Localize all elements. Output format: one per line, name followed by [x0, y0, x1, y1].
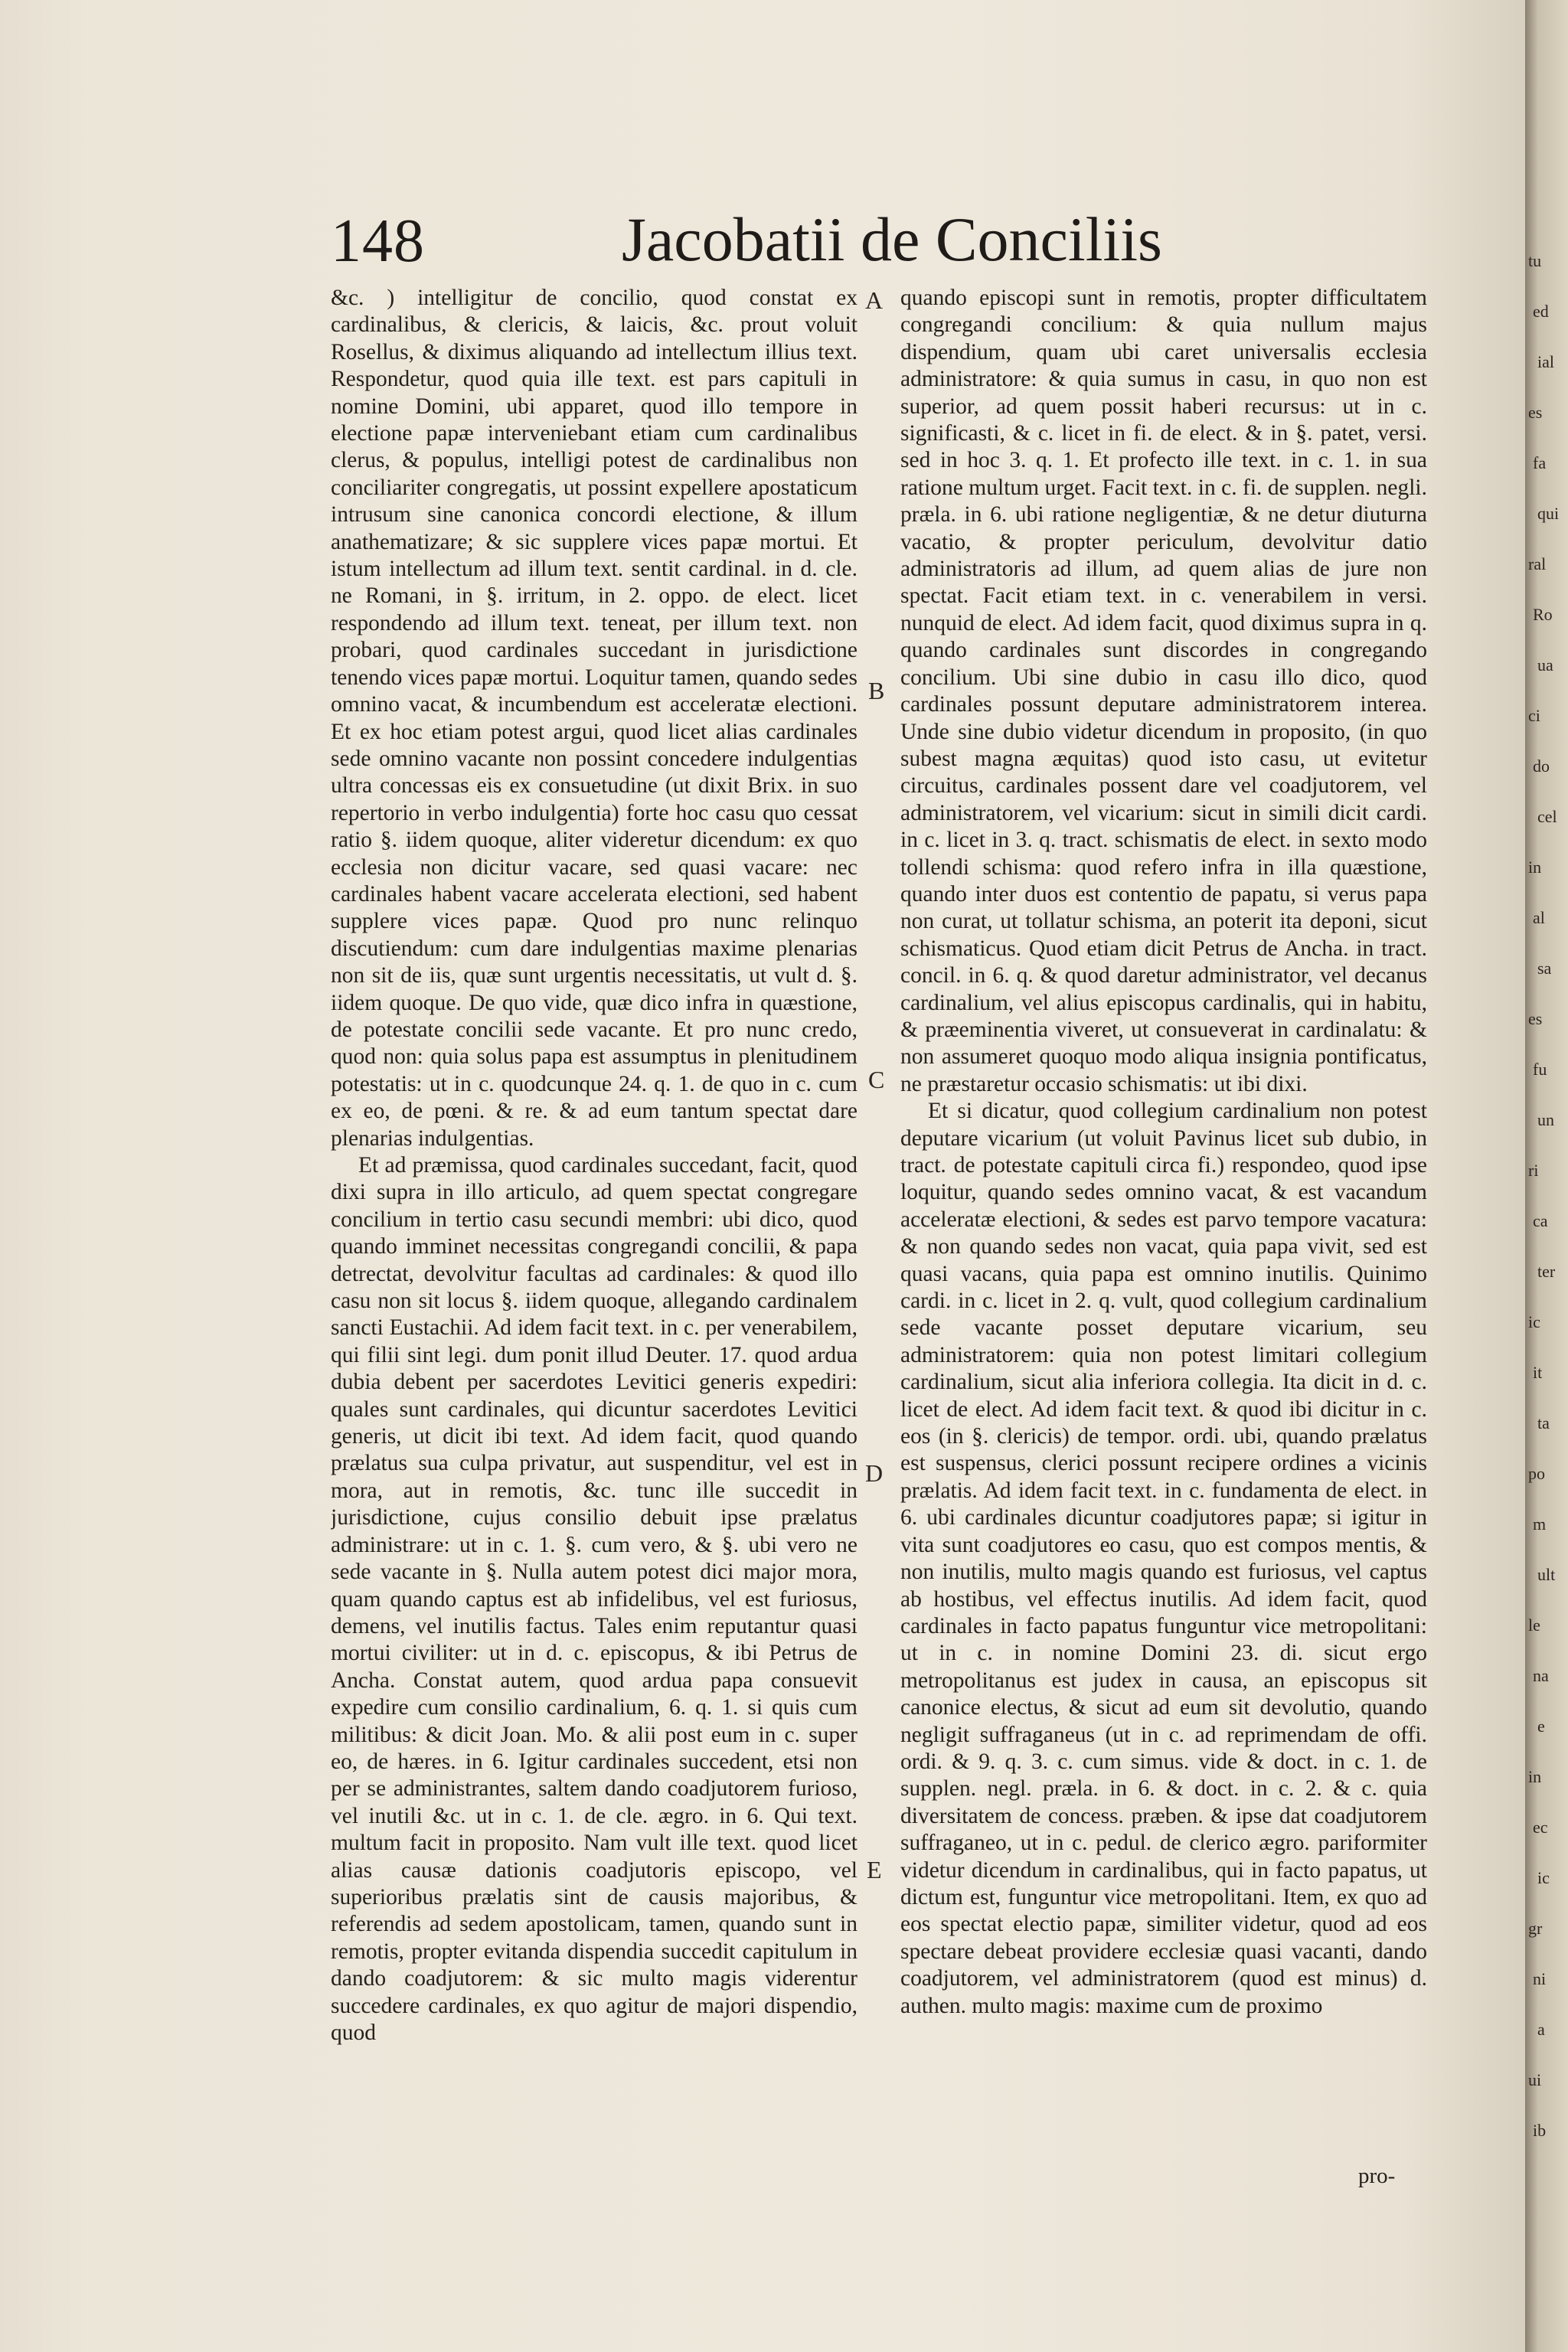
facing-page-fragment: ed: [1533, 302, 1549, 321]
right-paragraph-1: quando episcopi sunt in remotis, propter difficultatem congregandi concilium: & quia nullum majus dispendium, quam ubi caret universalis ecclesia administratore: & quia sumus in casu, in quo non est superior, ad quem possit haberi recursus: ut in c. significasti, & c. licet in fi. de elect. & in §. patet, versi. sed in hoc 3. q. 1. Et profecto ille text. in c. 1. in sua ratione multum urget. Facit text. in c. fi. de supplen. negli. præla. in 6. ubi ratione negligentiæ, & ne detur diuturna vacatio, & propter periculum, devolvitur datio administratoris ad illum, ad quem alias de jure non spectat. Facit etiam text. in c. venerabilem in versi. nunquid de elect. Ad idem facit, quod diximus supra in q. quando cardinales sunt discordes in congregando concilium. Ubi sine dubio in casu illo dico, quod cardinales possunt deputare administratorem interea. Unde sine dubio videtur dicendum in proposito, (in quo subest magna æquitas) quod isto casu, ut evitetur circuitus, cardinales possent dare vel coadjutorem, vel administratorem, vel vicarium: sicut in simili dicit cardi. in c. licet in 3. q. tract. schismatis de elect. in sexto modo tollendi schisma: quod refero infra in illa quæstione, quando inter duos est contentio de papatu, si verus papa non curat, ut tollatur schisma, an poterit ita deponi, sicut schismaticus. Quod etiam dicit Petrus de Ancha. in tract. concil. in 6. q. & quod daretur administrator, vel decanus cardinalium, vel alius episcopus cardinalis, qui in habitu, & præeminentia viveret, ut consueverat in cardinalatu: & non assumeret quoquo modo aliqua insignia pontificatus, ne præstaretur occasio schismatis: ut ibi dixi.: [900, 286, 1427, 1096]
facing-page-fragment: ic: [1537, 1868, 1550, 1887]
facing-page-fragment: qui: [1537, 504, 1560, 523]
facing-page-fragment: ib: [1533, 2121, 1547, 2140]
right-paragraph-2: Et si dicatur, quod collegium cardinalium non potest deputare vicarium (ut voluit Pavinus licet sub dubio, in tract. de potestate capituli circa fi.) respondeo, quod ipse loquitur, quando sedes omnino vacat, & est vacandum acceleratæ electioni, & sedes est parvo tempore vacatura: & non quando sedes non vacat, quia papa vivit, sed est quasi vacans, quia papa est omnino inutilis. Quinimo cardi. in c. licet in 2. q. vult, quod collegium cardinalium sede vacante posset deputare vicarium, seu administratorem: quia non potest limitari collegium cardinalium, sicut alia inferiora collegia. Ita dicit in d. c. licet de elect. Ad idem facit text. & quod ibi dicitur in c. eos (in §. clericis) de tempor. ordi. ubi, quando prælatus est suspensus, clerici possunt recipere ordines a vicinis prælatis. Ad idem facit text. in c. fundamenta de elect. in 6. ubi cardinales dicuntur coadjutores papæ; si igitur in vita sunt coadjutores eo casu, quo est compos mentis, & non inutilis, multo magis quando est furiosus, vel captus ab hostibus, vel effectus inutilis. Ad idem facit, quod cardinales in facto papatus funguntur vice metropolitani: ut in c. in nomine Domini 23. di. sicut ergo metropolitanus est judex in causa, an episcopus sit canonice electus, & sicut ad eum sit devolutio, quando negligit suffraganeus (ut in c. ad reprimendam de offi. ordi. & 9. q. 3. c. cum simus. vide & doct. in c. 1. de supplen. negl. præla. in 6. & doct. in c. 2. & c. quia diversitatem de concess. præben. & ipse dat coadjutorem suffraganeo, ut in c. pedul. de clerico ægro. pariformiter videtur dicendum in cardinalibus, qui in facto papatus, ut dictum est, funguntur vice metropolitani. Item, ex quo ad eos spectat electio papæ, similiter videtur, quod ad eos spectare debeat providere ecclesiæ quasi vacanti, dando coadjutorem, vel administratorem (quod est minus) d. authen. multo magis: maxime cum de proximo: [900, 1099, 1427, 2018]
facing-page-fragment: ni: [1533, 1969, 1547, 1988]
facing-page-fragment: ic: [1528, 1312, 1540, 1331]
margin-letter-c: C: [868, 1066, 885, 1093]
facing-page-fragment: ral: [1528, 554, 1547, 573]
facing-page-fragment: ter: [1537, 1262, 1556, 1281]
facing-page-fragment: m: [1533, 1514, 1547, 1534]
margin-letter-e: E: [867, 1856, 882, 1883]
facing-page-fragment: ca: [1533, 1211, 1548, 1230]
running-title: Jacobatii de Conciliis: [622, 204, 1162, 274]
facing-page-fragment: sa: [1537, 959, 1552, 978]
facing-page-fragment: in: [1528, 858, 1542, 877]
facing-page-fragment: ec: [1533, 1818, 1548, 1837]
facing-page-fragment: Ro: [1533, 605, 1553, 624]
facing-page-fragment: al: [1533, 908, 1545, 927]
page-number: 148: [331, 207, 425, 275]
left-paragraph-2: Et ad præmissa, quod cardinales succedant, facit, quod dixi supra in illo articulo, ad quem spectat congregare concilium in tertio casu secundi membri: ubi dico, quod quando imminet necessitas congregandi concilii, & papa detrectat, devolvitur facultas ad cardinales: & quod illo casu non sit locus §. iidem quoque, allegando cardinalem sancti Eustachii. Ad idem facit text. in c. per venerabilem, qui filii sint legi. dum ponit illud Deuter. 17. quod ardua dubia debent per sacerdotes Levitici generis expediri: quales sunt cardinales, qui dicuntur sacerdotes Levitici generis, ut dicit ibi text. Ad idem facit, quod quando prælatus sua culpa privatur, aut suspenditur, vel est in mora, aut in remotis, &c. tunc ille succedit in jurisdictione, cujus consilio debuit ipse prælatus administrare: ut in c. 1. §. cum vero, & §. ubi vero ne sede vacante in §. Nulla autem potest dici major mora, quam quando captus est ab infidelibus, vel est furiosus, demens, vel inutilis factus. Tales enim reputantur quasi mortui civiliter: ut in d. c. episcopus, & ibi Petrus de Ancha. Constat autem, quod ardua papa consuevit expedire cum consilio cardinalium, 6. q. 1. si quis cum militibus: & dicit Joan. Mo. & alii post eum in c. super eo, de hæres. in 6. Igitur cardinales succedent, etsi non per se administrantes, saltem dando coadjutorem furioso, vel inutili &c. ut in c. 1. de cle. ægro. in 6. Qui text. multum facit in proposito. Nam vult ille text. quod licet alias causæ dationis coadjutoris episcopo, vel superioribus prælatis sint de causis majoribus, & referendis ad sedem apostolicam, tamen, quando sunt in remotis, propter evitanda dispendia succedit capitulum in dando coadjutorem: & sic multo magis viderentur succedere cardinales, ex quo agitur de majori dispendio, quod: [331, 1153, 858, 2045]
facing-page-fragment: e: [1537, 1717, 1545, 1736]
facing-page-fragment: le: [1528, 1615, 1540, 1635]
facing-page-fragment: es: [1528, 403, 1543, 422]
facing-page-edge: [1525, 0, 1568, 2352]
facing-page-fragment: do: [1533, 756, 1550, 776]
facing-page-fragment: ri: [1528, 1161, 1539, 1180]
facing-page-fragment: ial: [1537, 352, 1554, 371]
catchword: pro-: [1358, 2164, 1396, 2188]
facing-page-fragment: fa: [1533, 453, 1547, 472]
facing-page-fragment: tu: [1528, 251, 1542, 270]
margin-letter-d: D: [865, 1459, 884, 1487]
facing-page-fragment: es: [1528, 1009, 1543, 1028]
facing-page-fragment: po: [1528, 1464, 1545, 1483]
facing-page-fragment: fu: [1533, 1060, 1547, 1079]
facing-page-fragment: un: [1537, 1110, 1554, 1129]
facing-page-fragment: ult: [1537, 1565, 1556, 1584]
facing-page-fragment: cel: [1537, 807, 1557, 826]
facing-page-fragment: ta: [1537, 1413, 1550, 1432]
facing-page-fragment: ui: [1528, 2070, 1542, 2089]
facing-page-fragment: a: [1537, 2020, 1545, 2039]
right-text-column: [900, 285, 1427, 2161]
left-paragraph-1: &c. ) intelligitur de concilio, quod constat ex cardinalibus, & clericis, & laicis, &c. prout voluit Rosellus, & diximus aliquando ad intellectum illius text. Respondetur, quod quia ille text. est pars capituli in nomine Domini, ubi apparet, quod illo tempore in electione papæ interveniebant etiam cum cardinalibus clerus, & populus, intelligi potest de cardinalibus non conciliariter congregatis, ut possint expellere apostaticum intrusum sine canonica concordi electione, & illum anathematizare; & sic supplere vices papæ mortui. Et istum intellectum ad illum text. sentit cardinal. in d. cle. ne Romani, in §. irritum, in 2. oppo. de elect. licet respondendo ad illum text. teneat, per illum text. non probari, quod cardinales succedant in jurisdictione tenendo vices papæ mortui. Loquitur tamen, quando sedes omnino vacat, & incumbendum est acceleratæ electioni. Et ex hoc etiam potest argui, quod licet alias cardinales sede omnino vacante non possint concedere indulgentias ultra concessas eis ex consuetudine (ut dixit Brix. in suo repertorio in verbo indulgentia) forte hoc casu quo cessat ratio §. iidem quoque, aliter videretur dicendum: ex quo ecclesia non dicitur vacare, sed quasi vacare: nec cardinales habent vacare accelerata electioni, sed habent supplere vices papæ. Quod pro nunc relinquo discutiendum: cum dare indulgentias maxime plenarias non sit de iis, quæ sunt urgentis necessitatis, ut vult d. §. iidem quoque. De quo vide, quæ dico infra in quæstione, de potestate concilii sede vacante. Et pro nunc credo, quod non: quia solus papa est assumptus in plenitudinem potestatis: ut in c. quodcunque 24. q. 1. de quo in c. cum ex eo, de pœni. & re. & ad eum tantum spectat dare plenarias indulgentias.: [331, 286, 858, 1151]
margin-letter-a: A: [865, 286, 884, 314]
facing-page-fragment: ci: [1528, 706, 1540, 725]
facing-page-fragment: it: [1533, 1363, 1543, 1382]
facing-page-fragment: na: [1533, 1666, 1549, 1685]
facing-page-fragment: in: [1528, 1767, 1542, 1786]
facing-page-fragment: gr: [1528, 1919, 1543, 1938]
facing-page-fragment: ua: [1537, 655, 1553, 675]
margin-letter-b: B: [868, 677, 885, 704]
left-text-column: [331, 285, 858, 2161]
